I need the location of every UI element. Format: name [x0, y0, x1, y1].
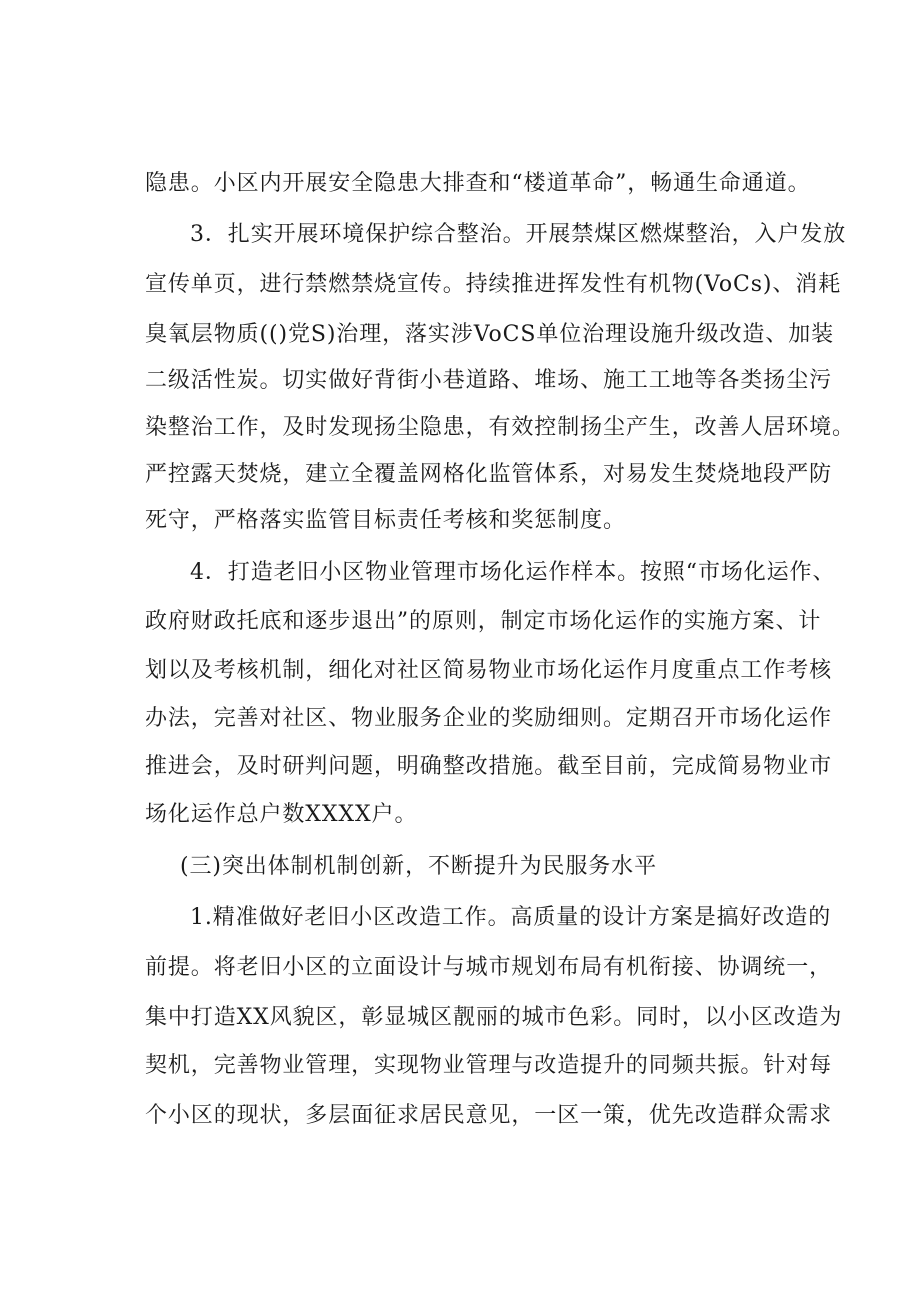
paragraph-line: 办法，完善对社区、物业服务企业的奖励细则。定期召开市场化运作 — [145, 706, 833, 731]
paragraph-line: 隐患。小区内开展安全隐患大排查和“楼道革命”，畅通生命通道。 — [145, 171, 811, 196]
paragraph-line: 划以及考核机制，细化对社区简易物业市场化运作月度重点工作考核 — [145, 658, 833, 683]
paragraph-line: 前提。将老旧小区的立面设计与城市规划布局有机衔接、协调统一， — [145, 955, 833, 980]
paragraph-line: 3．扎实开展环境保护综合整治。开展禁煤区燃煤整治，入户发放 — [190, 222, 847, 247]
paragraph-line: 染整治工作，及时发现扬尘隐患，有效控制扬尘产生，改善人居环境。 — [145, 415, 855, 440]
paragraph-line: 4．打造老旧小区物业管理市场化运作样本。按照“市场化运作、 — [190, 560, 836, 585]
paragraph-line: 严控露天焚烧，建立全覆盖网格化监管体系，对易发生焚烧地段严防 — [145, 462, 833, 487]
paragraph-line: 1.精准做好老旧小区改造工作。高质量的设计方案是搞好改造的 — [190, 905, 832, 930]
paragraph-line: 个小区的现状，多层面征求居民意见，一区一策，优先改造群众需求 — [145, 1103, 833, 1128]
paragraph-line: 政府财政托底和逐步退出”的原则，制定市场化运作的实施方案、计 — [145, 609, 822, 634]
paragraph-line: 宣传单页，进行禁燃禁烧宣传。持续推进挥发性有机物(VoCs)、消耗 — [145, 272, 842, 297]
paragraph-line: 契机，完善物业管理，实现物业管理与改造提升的同频共振。针对每 — [145, 1053, 833, 1078]
paragraph-line: 臭氧层物质(()党S)治理，落实涉VoCS单位治理设施升级改造、加装 — [145, 322, 835, 347]
paragraph-line: 二级活性炭。切实做好背街小巷道路、堆场、施工工地等各类扬尘污 — [145, 368, 833, 393]
paragraph-line: 场化运作总户数XXXX户。 — [145, 802, 418, 827]
paragraph-line: 推进会，及时研判问题，明确整改措施。截至目前，完成简易物业市 — [145, 754, 833, 779]
paragraph-line: 集中打造XX风貌区，彰显城区靓丽的城市色彩。同时，以小区改造为 — [145, 1005, 843, 1030]
paragraph-line: 死守，严格落实监管目标责任考核和奖惩制度。 — [145, 508, 626, 533]
section-heading: (三)突出体制机制创新，不断提升为民服务水平 — [180, 854, 657, 879]
